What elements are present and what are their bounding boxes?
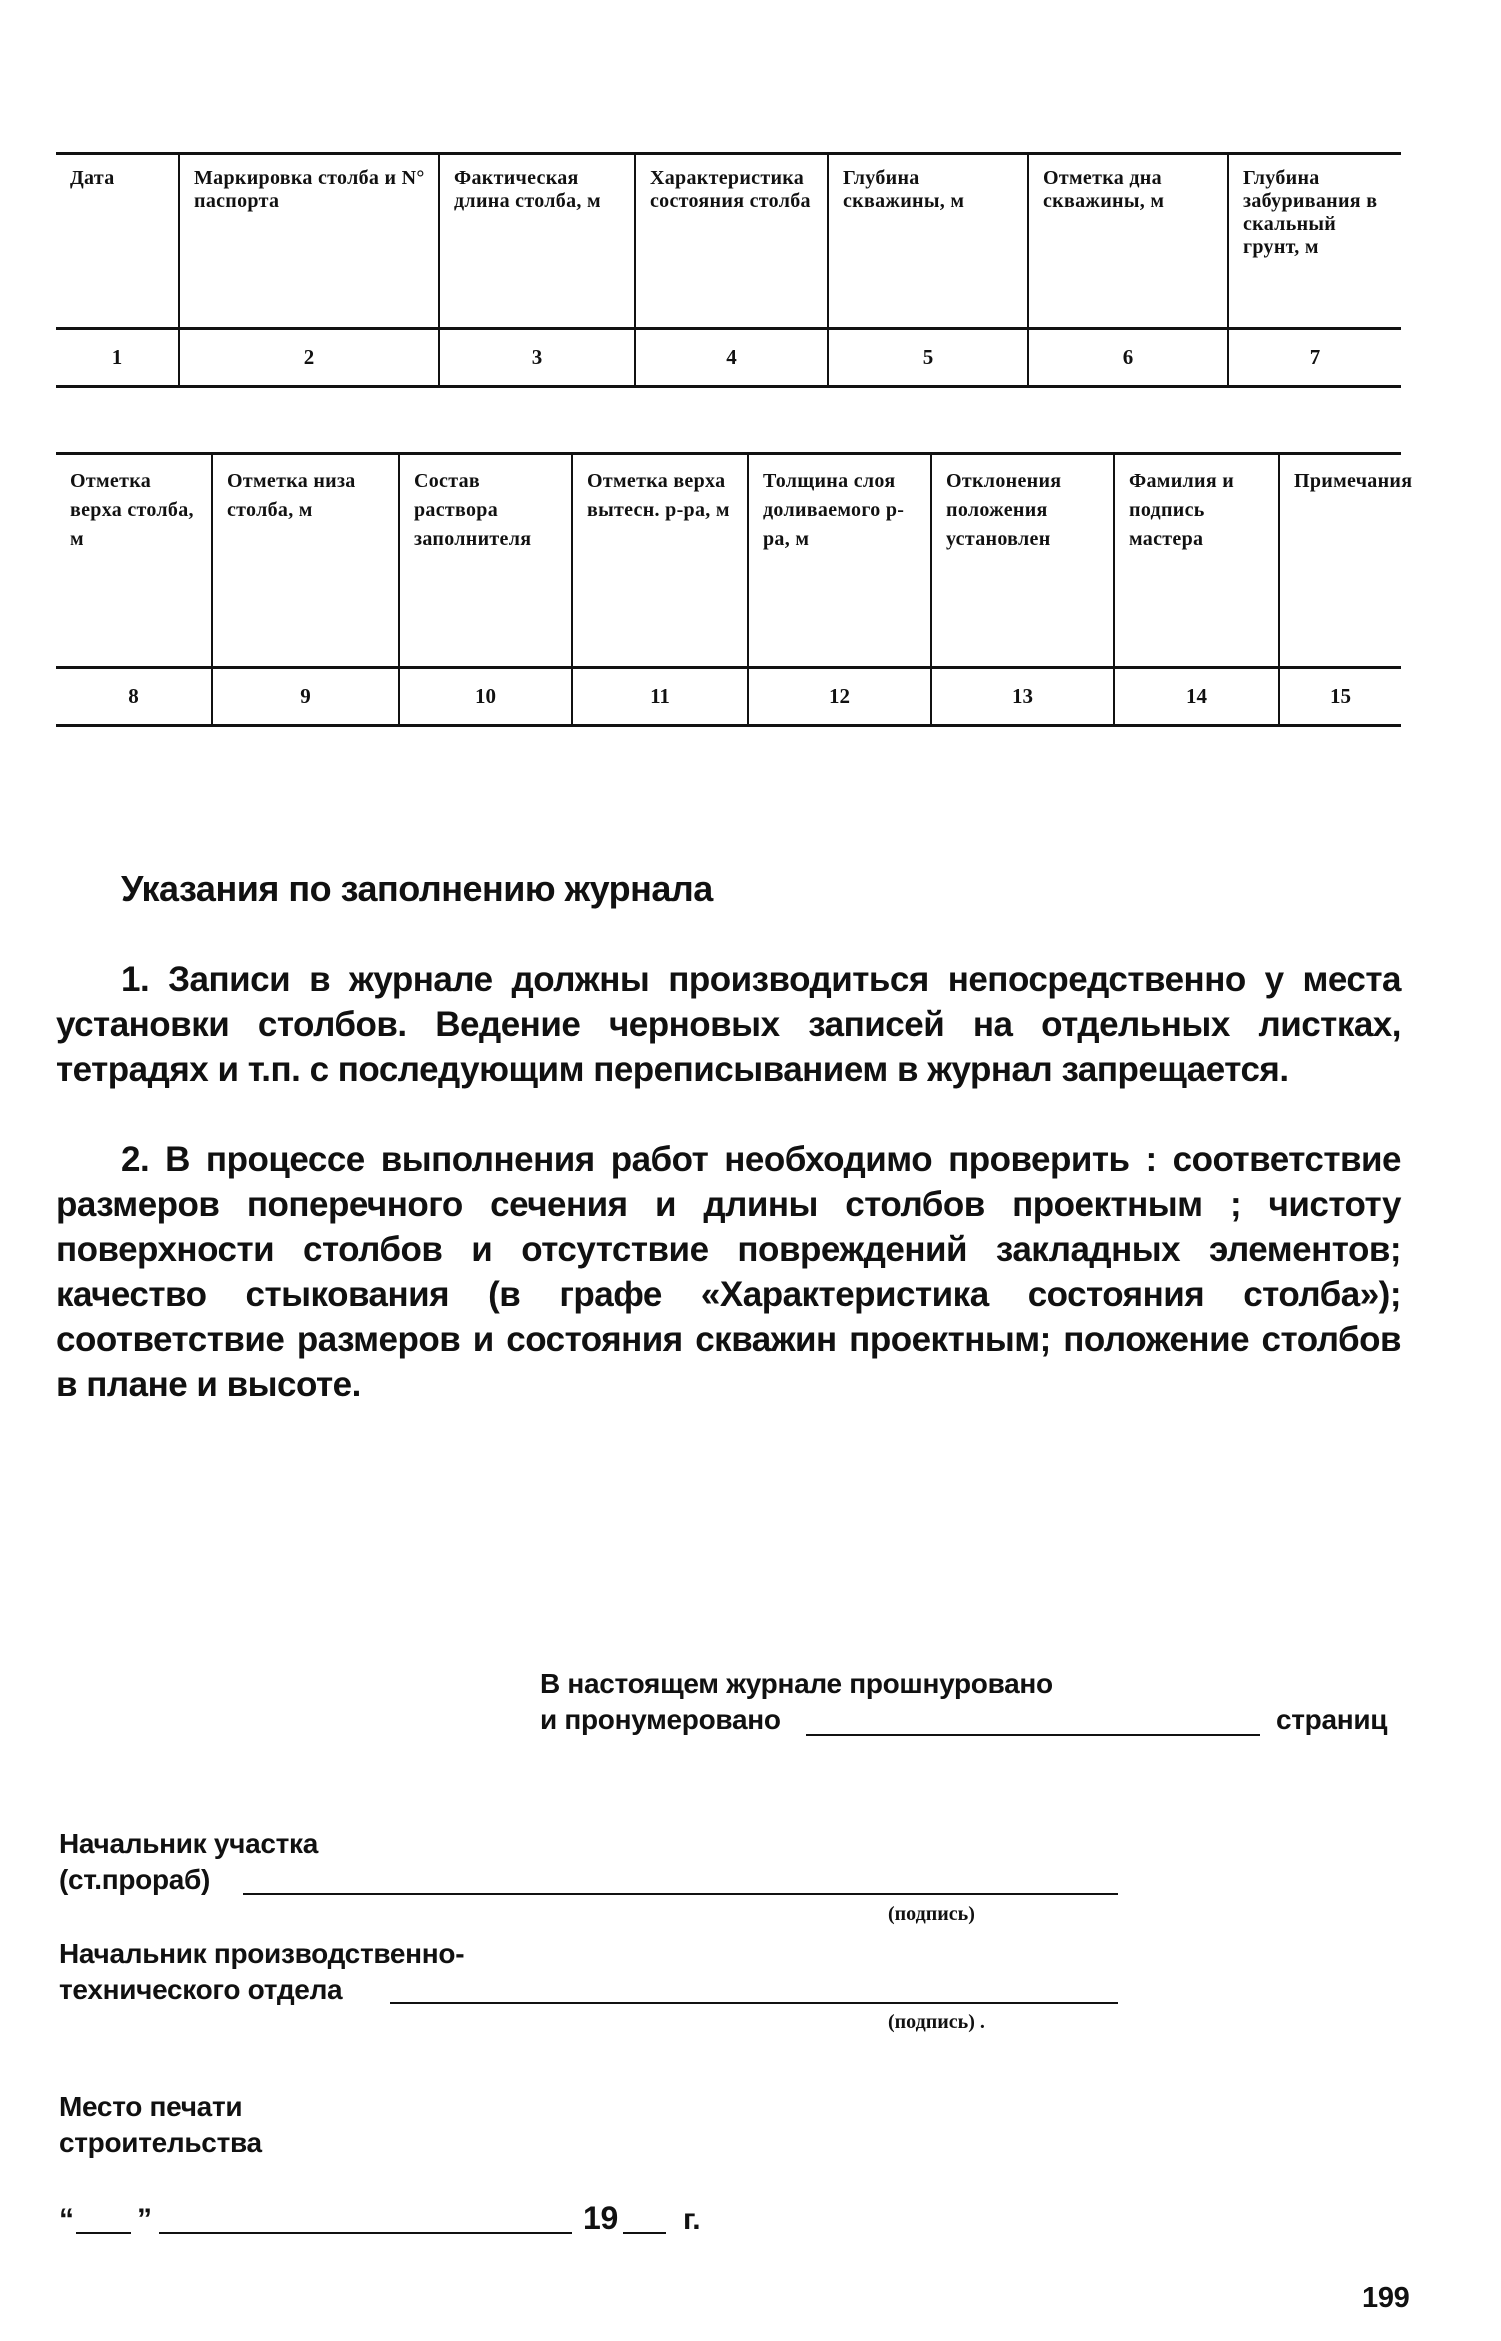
column-number: 1 xyxy=(111,345,123,369)
column-header-condition: Характеристика состояния столба xyxy=(635,154,828,329)
pto-title-line-1: Начальник производственно- xyxy=(59,1938,465,1969)
pages-word: страниц xyxy=(1276,1704,1388,1735)
column-number: 7 xyxy=(1228,329,1401,387)
column-number: 11 xyxy=(572,668,748,726)
column-number: 4 xyxy=(635,329,828,387)
journal-table-part-2 xyxy=(56,452,1413,727)
table-header-row xyxy=(56,154,1401,329)
certification-line-1: В настоящем журнале прошнуровано xyxy=(540,1668,1053,1699)
table-header-row xyxy=(56,454,1401,668)
column-number: 2 xyxy=(179,329,439,387)
column-number: 12 xyxy=(748,668,931,726)
column-number: 6 xyxy=(1028,329,1228,387)
column-header-filler-composition: Состав раствора заполнителя xyxy=(399,454,572,668)
stamp-label-line-1: Место печати xyxy=(59,2091,243,2122)
column-header-actual-length: Фактическая длина столба, м xyxy=(439,154,635,329)
column-number: 14 xyxy=(1114,668,1279,726)
pto-signature-line[interactable] xyxy=(390,2002,1118,2004)
instructions-title: Указания по заполнению журнала xyxy=(121,868,713,909)
column-header-displaced-mortar-mark: Отметка верха вытесн. р-ра, м xyxy=(572,454,748,668)
signature-caption-1: (подпись) xyxy=(888,1903,975,1925)
column-number: 10 xyxy=(399,668,572,726)
date-day-blank[interactable] xyxy=(76,2232,131,2234)
column-header-foreman-signature: Фамилия и подпись мастера xyxy=(1114,454,1279,668)
journal-table-part-1 xyxy=(56,152,1401,388)
column-number: 3 xyxy=(439,329,635,387)
page-count-blank[interactable] xyxy=(806,1734,1260,1736)
instruction-paragraph-2: 2. В процессе выполнения работ необходимо проверить : соответствие размеров поперечного сечения и длины столбов проектным ; чистоту поверхности столбов и отсутствие повреждений закладных элементов; качество стыкования (в графе «Характеристика состояния столба»); соответствие размеров и состояния скважин проектным; положение столбов в плане и высоте. xyxy=(56,1140,1401,1404)
pto-title-line-2: технического отдела xyxy=(59,1974,343,2005)
date-year-blank[interactable] xyxy=(623,2232,666,2234)
column-header-top-mark: Отметка верха столба, м xyxy=(70,470,194,550)
column-header-well-depth: Глубина скважины, м xyxy=(828,154,1028,329)
instruction-paragraph-1: 1. Записи в журнале должны производиться непосредственно у места установки столбов. Ведение черновых записей на отдельных листках, тетрадях и т.п. с последующим переписыванием в журнал запрещается. xyxy=(56,960,1401,1089)
column-number: 5 xyxy=(828,329,1028,387)
certification-line-2: и пронумеровано xyxy=(540,1704,781,1735)
column-header-date: Дата xyxy=(70,167,115,189)
column-header-layer-thickness: Толщина слоя доливаемого р-ра, м xyxy=(748,454,931,668)
date-month-blank[interactable] xyxy=(159,2232,572,2234)
chief-signature-line[interactable] xyxy=(243,1893,1118,1895)
column-header-well-bottom-mark: Отметка дна скважины, м xyxy=(1028,154,1228,329)
signature-caption-2: (подпись) . xyxy=(888,2011,985,2033)
chief-title-line-2: (ст.прораб) xyxy=(59,1864,211,1895)
column-number-row xyxy=(56,329,1401,387)
page-number: 199 xyxy=(1362,2282,1410,2314)
column-number: 15 xyxy=(1279,668,1401,726)
column-header-notes: Примечания xyxy=(1279,454,1401,668)
column-number: 8 xyxy=(128,684,139,708)
date-close-quote: ” xyxy=(137,2203,152,2236)
date-year-suffix: г. xyxy=(683,2203,701,2236)
stamp-label-line-2: строительства xyxy=(59,2127,262,2158)
chief-title-line-1: Начальник участка xyxy=(59,1828,319,1859)
date-year-prefix: 19 xyxy=(583,2200,618,2236)
column-header-bottom-mark: Отметка низа столба, м xyxy=(212,454,399,668)
column-number-row xyxy=(56,668,1401,726)
column-header-marking: Маркировка столба и N° паспорта xyxy=(179,154,439,329)
date-open-quote: “ xyxy=(59,2203,74,2236)
column-header-rock-drilling-depth: Глубина забуривания в скальный грунт, м xyxy=(1228,154,1401,329)
column-number: 9 xyxy=(212,668,399,726)
column-header-position-deviation: Отклонения положения установлен xyxy=(931,454,1114,668)
column-number: 13 xyxy=(931,668,1114,726)
